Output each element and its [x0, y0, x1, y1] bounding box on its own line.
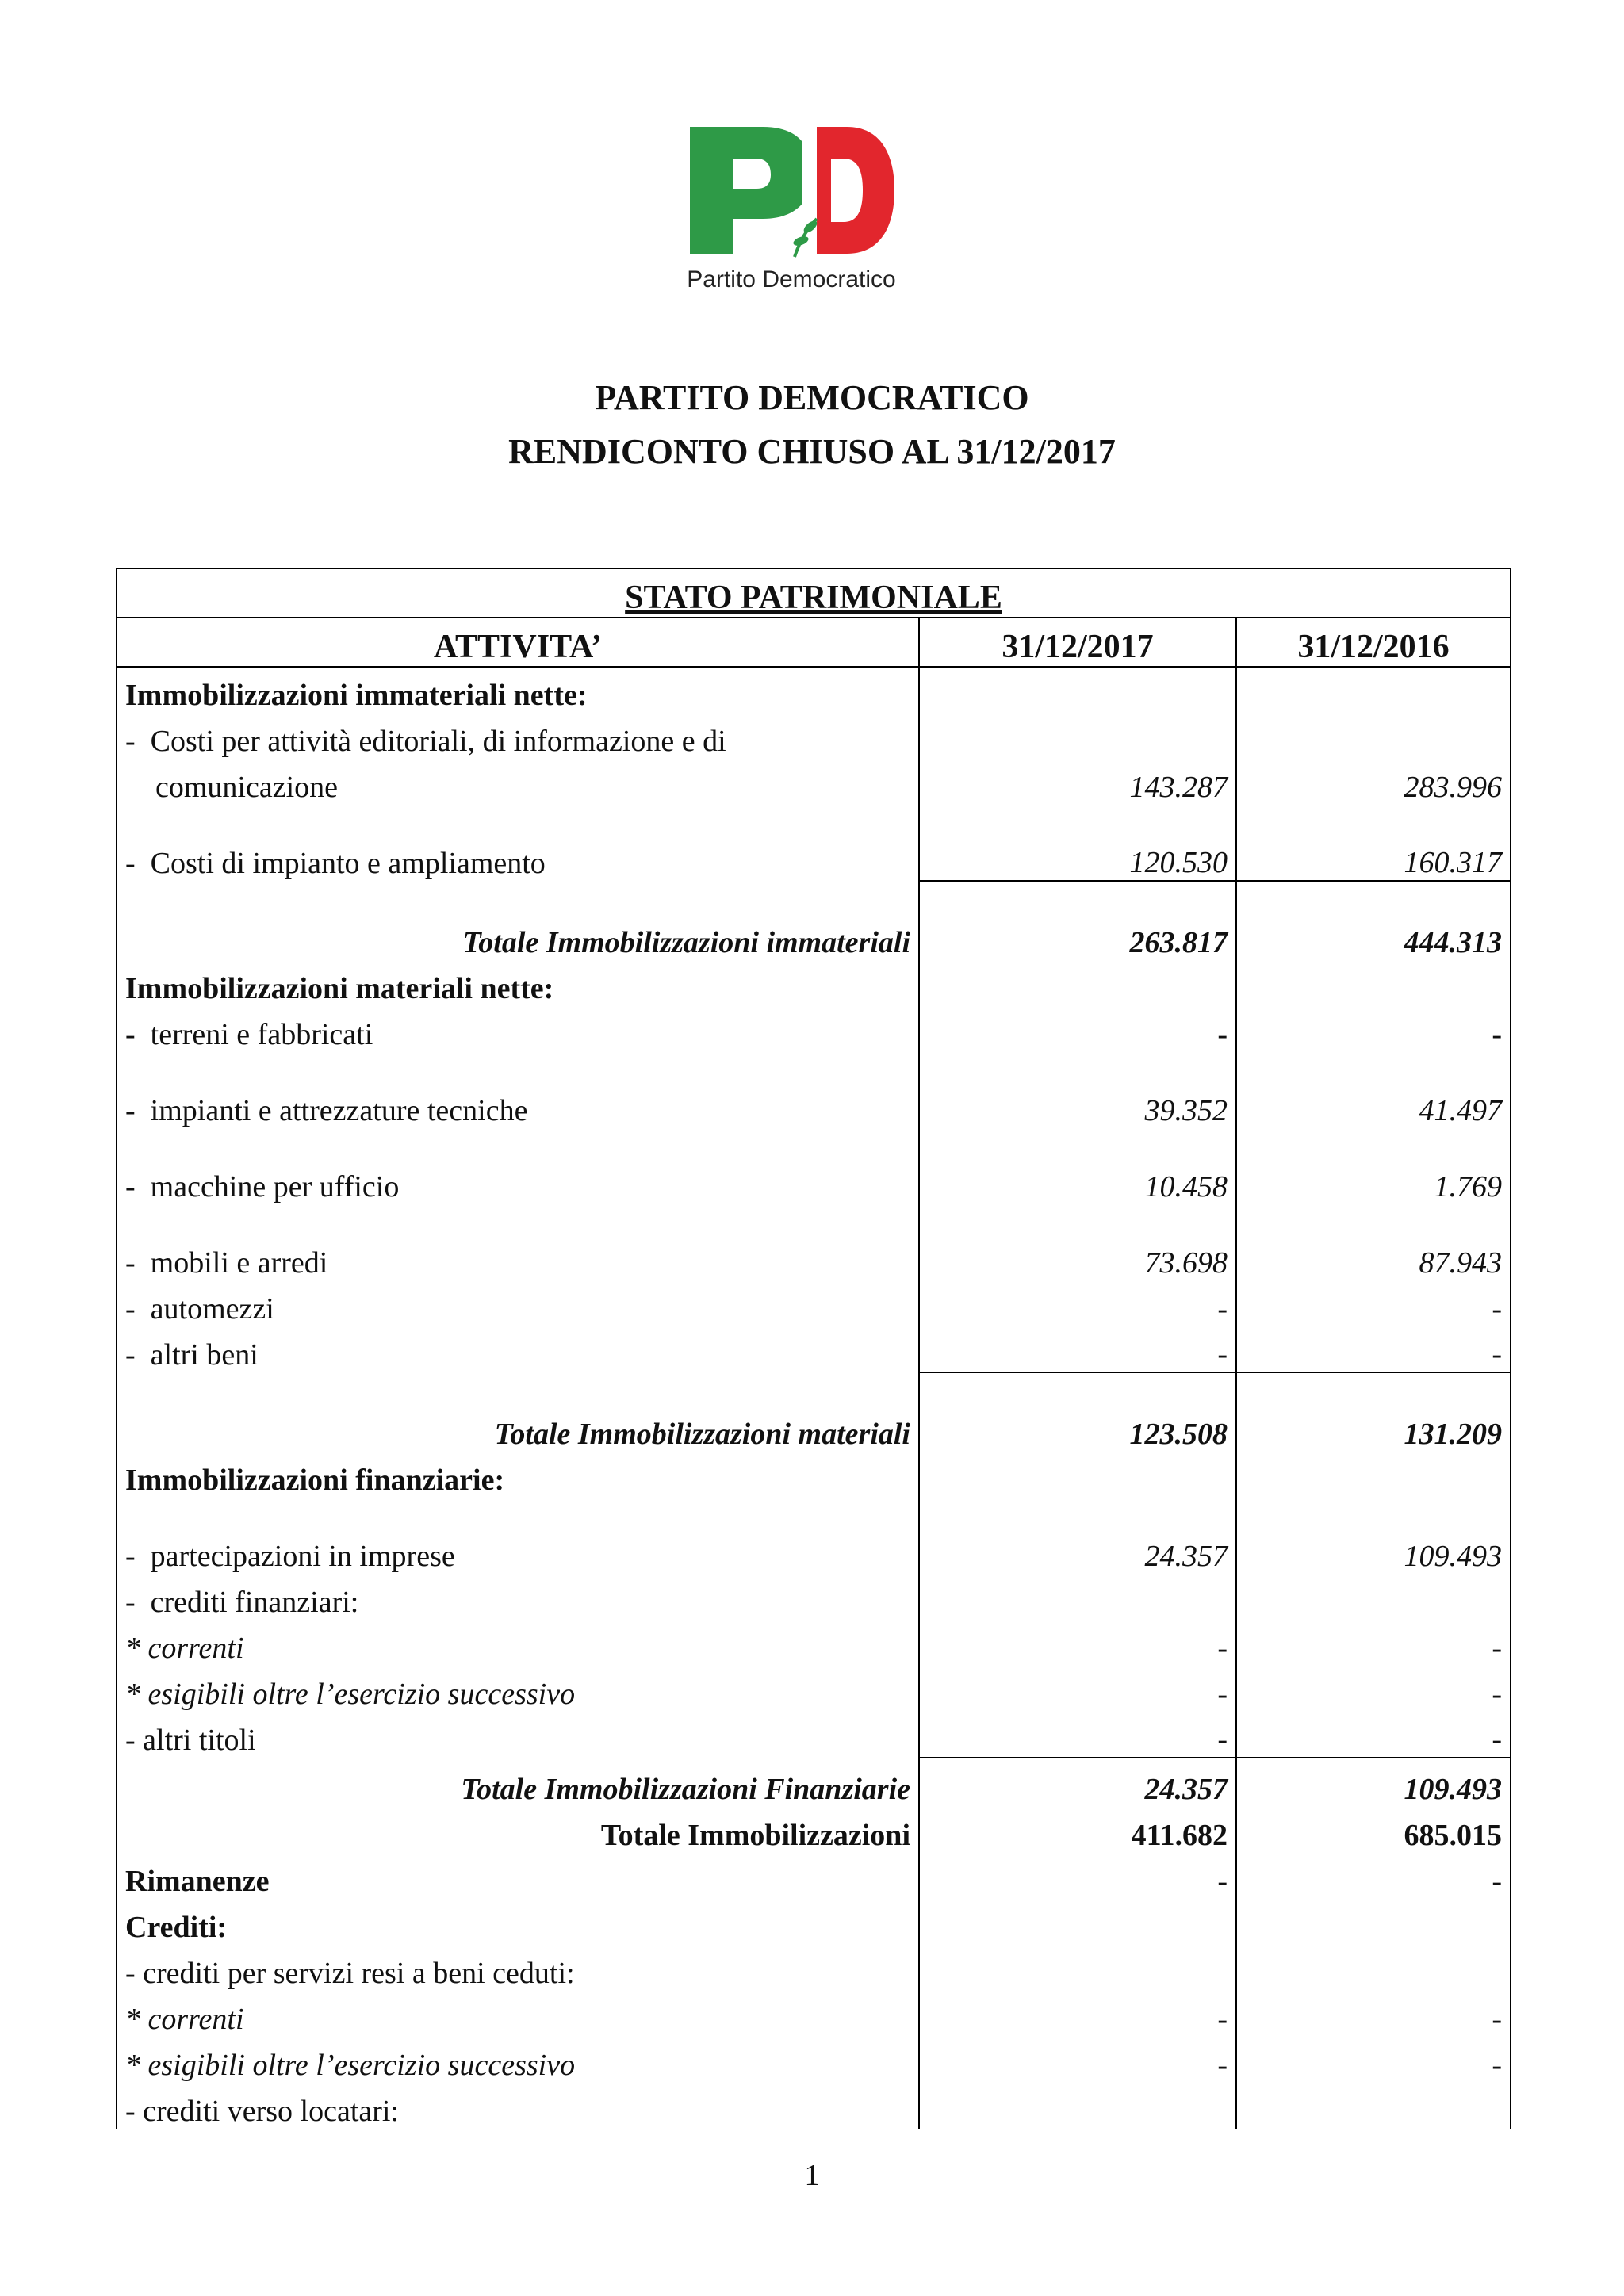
row-label: - mobili e arredi [117, 1234, 919, 1280]
row-value-2016 [1236, 1498, 1511, 1528]
table-body [117, 667, 1511, 2129]
row-value-2017 [919, 1945, 1236, 1991]
table-row [117, 1082, 1511, 1128]
row-label [117, 1128, 919, 1158]
row-value-2017 [919, 667, 1236, 713]
row-label: - automezzi [117, 1280, 919, 1326]
table-row [117, 1326, 1511, 1372]
row-label [117, 805, 919, 835]
row-value-2016 [1236, 805, 1511, 835]
table-row [117, 805, 1511, 835]
row-value-2017: 123.508 [919, 1402, 1236, 1452]
table-row [117, 1620, 1511, 1666]
row-label: - impianti e attrezzature tecniche [117, 1082, 919, 1128]
table-row [117, 881, 1511, 911]
row-value-2017 [919, 1128, 1236, 1158]
row-value-2016: 109.493 [1236, 1758, 1511, 1807]
row-label: - partecipazioni in imprese [117, 1528, 919, 1574]
row-label [117, 1372, 919, 1402]
table-row [117, 1899, 1511, 1945]
table-row [117, 2083, 1511, 2129]
table-row [117, 911, 1511, 960]
table-row [117, 1853, 1511, 1899]
row-value-2017: - [919, 1853, 1236, 1899]
row-value-2016: 1.769 [1236, 1158, 1511, 1204]
table-row [117, 1234, 1511, 1280]
row-label: Crediti: [117, 1899, 919, 1945]
row-label: - Costi di impianto e ampliamento [117, 835, 919, 881]
row-value-2017: 24.357 [919, 1758, 1236, 1807]
row-value-2017: - [919, 1280, 1236, 1326]
title-line-2: RENDICONTO CHIUSO AL 31/12/2017 [508, 432, 1116, 471]
row-value-2016: 87.943 [1236, 1234, 1511, 1280]
table-header-row [117, 618, 1511, 667]
row-value-2017 [919, 1498, 1236, 1528]
table-row [117, 1402, 1511, 1452]
row-value-2017: - [919, 1326, 1236, 1372]
table-caption-row [117, 568, 1511, 618]
table-row [117, 960, 1511, 1006]
row-label: * esigibili oltre l’esercizio successivo [117, 2037, 919, 2083]
row-value-2016 [1236, 1372, 1511, 1402]
row-value-2016: - [1236, 1853, 1511, 1899]
row-label: Totale Immobilizzazioni [117, 1807, 919, 1853]
row-label: - terreni e fabbricati [117, 1006, 919, 1052]
row-value-2017 [919, 1899, 1236, 1945]
table-row [117, 1204, 1511, 1234]
table-row [117, 713, 1511, 759]
row-label [117, 1204, 919, 1234]
row-value-2016 [1236, 960, 1511, 1006]
pd-logo [684, 122, 899, 304]
table-row [117, 1807, 1511, 1853]
row-value-2017 [919, 1372, 1236, 1402]
row-label: * correnti [117, 1991, 919, 2037]
row-value-2016 [1236, 713, 1511, 759]
row-value-2017: - [919, 2037, 1236, 2083]
document-title [0, 371, 1624, 479]
row-value-2017: 263.817 [919, 911, 1236, 960]
row-value-2016 [1236, 1945, 1511, 1991]
table-caption: STATO PATRIMONIALE [117, 568, 1511, 618]
row-value-2017 [919, 1052, 1236, 1082]
row-value-2016: - [1236, 1620, 1511, 1666]
row-value-2017: 120.530 [919, 835, 1236, 881]
row-value-2017: 143.287 [919, 759, 1236, 805]
table-row [117, 1452, 1511, 1498]
table-row [117, 1372, 1511, 1402]
row-label [117, 1498, 919, 1528]
table-row [117, 1666, 1511, 1712]
row-label: - altri titoli [117, 1712, 919, 1758]
header-2016: 31/12/2016 [1236, 618, 1511, 667]
row-value-2016 [1236, 881, 1511, 911]
table-row [117, 2037, 1511, 2083]
row-value-2016: 685.015 [1236, 1807, 1511, 1853]
table-row [117, 1052, 1511, 1082]
row-value-2017 [919, 1204, 1236, 1234]
row-value-2017: - [919, 1666, 1236, 1712]
row-label: - crediti verso locatari: [117, 2083, 919, 2129]
table-row [117, 1991, 1511, 2037]
row-value-2017: 39.352 [919, 1082, 1236, 1128]
row-label: - crediti per servizi resi a beni ceduti: [117, 1945, 919, 1991]
row-value-2017: - [919, 1006, 1236, 1052]
table-row [117, 1006, 1511, 1052]
row-value-2016: 283.996 [1236, 759, 1511, 805]
row-value-2017 [919, 805, 1236, 835]
row-value-2017: - [919, 1712, 1236, 1758]
row-value-2017: - [919, 1991, 1236, 2037]
row-label: - crediti finanziari: [117, 1574, 919, 1620]
table-row [117, 1574, 1511, 1620]
row-value-2016 [1236, 1452, 1511, 1498]
row-value-2017: - [919, 1620, 1236, 1666]
row-label: Totale Immobilizzazioni Finanziarie [117, 1758, 919, 1807]
row-value-2017 [919, 2083, 1236, 2129]
table-row [117, 1528, 1511, 1574]
title-line-1: PARTITO DEMOCRATICO [595, 378, 1029, 417]
row-value-2016 [1236, 1052, 1511, 1082]
row-value-2017 [919, 881, 1236, 911]
table-row [117, 1128, 1511, 1158]
stato-patrimoniale-table [116, 568, 1511, 2129]
row-value-2017: 24.357 [919, 1528, 1236, 1574]
header-2017: 31/12/2017 [919, 618, 1236, 667]
row-value-2017 [919, 713, 1236, 759]
pd-logo-icon [684, 122, 899, 265]
row-value-2017: 73.698 [919, 1234, 1236, 1280]
row-label: Immobilizzazioni immateriali nette: [117, 667, 919, 713]
row-value-2016: - [1236, 1326, 1511, 1372]
table-row [117, 1280, 1511, 1326]
row-label: * esigibili oltre l’esercizio successivo [117, 1666, 919, 1712]
row-value-2016: 444.313 [1236, 911, 1511, 960]
row-value-2016: - [1236, 1280, 1511, 1326]
table-row [117, 1945, 1511, 1991]
row-value-2016: 41.497 [1236, 1082, 1511, 1128]
row-label: Totale Immobilizzazioni materiali [117, 1402, 919, 1452]
row-value-2016: - [1236, 1666, 1511, 1712]
row-label: - Costi per attività editoriali, di informazione e di [117, 713, 919, 759]
row-value-2017 [919, 1574, 1236, 1620]
row-value-2016: 160.317 [1236, 835, 1511, 881]
row-label: Immobilizzazioni materiali nette: [117, 960, 919, 1006]
header-attivita: ATTIVITA’ [117, 618, 919, 667]
row-value-2016 [1236, 1574, 1511, 1620]
row-label: - altri beni [117, 1326, 919, 1372]
page-number: 1 [804, 2159, 820, 2192]
row-value-2016 [1236, 1204, 1511, 1234]
row-label: - macchine per ufficio [117, 1158, 919, 1204]
table-row [117, 667, 1511, 713]
row-value-2016 [1236, 1128, 1511, 1158]
row-value-2016 [1236, 667, 1511, 713]
table-row [117, 835, 1511, 881]
row-label: Rimanenze [117, 1853, 919, 1899]
table-row [117, 759, 1511, 805]
table-row [117, 1712, 1511, 1758]
row-value-2017: 10.458 [919, 1158, 1236, 1204]
row-label [117, 881, 919, 911]
row-value-2016: - [1236, 1991, 1511, 2037]
row-value-2016: 109.493 [1236, 1528, 1511, 1574]
row-value-2016 [1236, 2083, 1511, 2129]
row-value-2017 [919, 960, 1236, 1006]
row-label [117, 1052, 919, 1082]
table-row [117, 1498, 1511, 1528]
row-label: * correnti [117, 1620, 919, 1666]
row-label: comunicazione [117, 759, 919, 805]
table-row [117, 1758, 1511, 1807]
logo-subtitle: Partito Democratico [687, 266, 896, 293]
table-row [117, 1158, 1511, 1204]
row-value-2016 [1236, 1899, 1511, 1945]
row-value-2016: - [1236, 2037, 1511, 2083]
row-value-2016: - [1236, 1006, 1511, 1052]
row-label: Immobilizzazioni finanziarie: [117, 1452, 919, 1498]
row-value-2017: 411.682 [919, 1807, 1236, 1853]
row-value-2016: - [1236, 1712, 1511, 1758]
row-value-2016: 131.209 [1236, 1402, 1511, 1452]
row-value-2017 [919, 1452, 1236, 1498]
row-label: Totale Immobilizzazioni immateriali [117, 911, 919, 960]
